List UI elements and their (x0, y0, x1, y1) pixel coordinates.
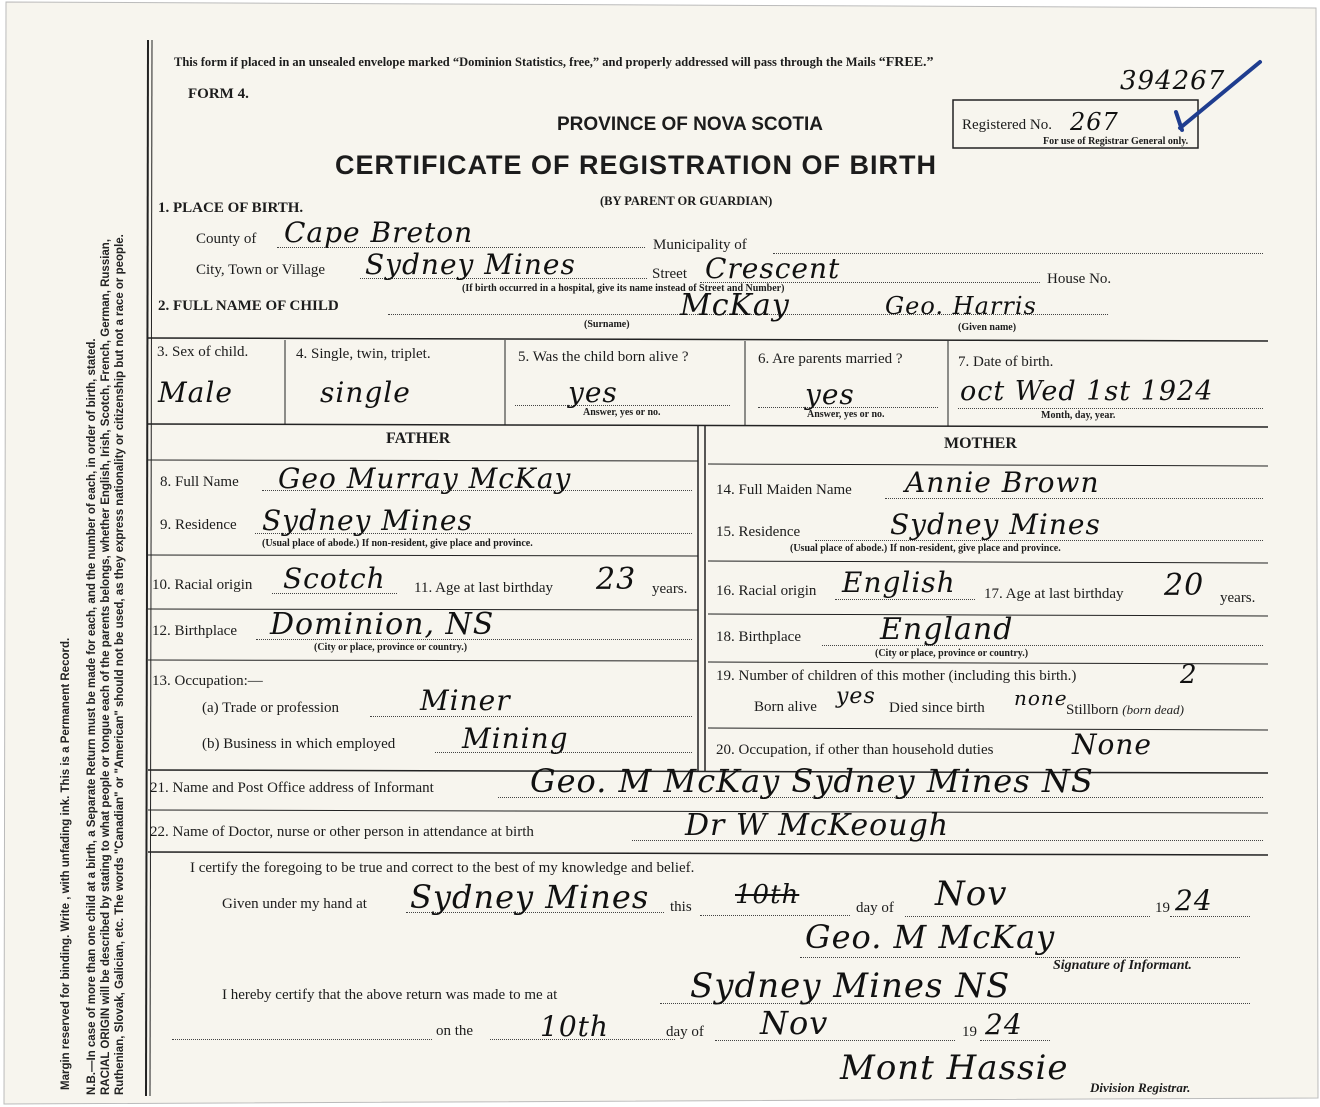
county-value: Cape Breton (284, 216, 474, 249)
born-alive-caption: Answer, yes or no. (583, 407, 661, 418)
certify-statement: I certify the foregoing to be true and correct to the best of my knowledge and belief. (190, 860, 695, 876)
married-label: 6. Are parents married ? (758, 351, 903, 367)
stillborn-caption: (born dead) (1122, 702, 1185, 717)
page-subtitle: (BY PARENT OR GUARDIAN) (600, 194, 773, 208)
county-label: County of (196, 231, 257, 247)
registrar-year: 24 (985, 1008, 1023, 1041)
registrar-day: 10th (540, 1010, 609, 1043)
registrar-year-prefix: 19 (962, 1024, 977, 1040)
registered-note: For use of Registrar General only. (1043, 136, 1189, 147)
child-given-name: Geo. Harris (885, 292, 1037, 320)
mail-note-text: This form if placed in an unsealed envelope marked “Dominion Statistics, free,” and properly addressed will pass through the Mails (174, 55, 876, 69)
given-at-place: Sydney Mines (410, 878, 650, 916)
municipality-label: Municipality of (653, 237, 747, 253)
stamp-number: 394267 (1120, 66, 1226, 96)
doctor-label: 22. Name of Doctor, nurse or other person in attendance at birth (150, 824, 534, 840)
died-label: Died since birth (889, 700, 985, 716)
this-line (700, 915, 850, 916)
children-count-label: 19. Number of children of this mother (including this birth.) (716, 668, 1077, 684)
died-value: none (1014, 686, 1068, 710)
father-age-value: 23 (596, 562, 637, 597)
hospital-note: (If birth occurred in a hospital, give its name instead of Street and Number) (462, 283, 785, 294)
born-alive-count-label: Born alive (754, 699, 817, 715)
registrar-place: Sydney Mines NS (690, 966, 1011, 1006)
mother-race-label: 16. Racial origin (716, 583, 817, 599)
father-residence-label: 9. Residence (160, 517, 237, 533)
mother-residence-caption: (Usual place of abode.) If non-resident, give place and province. (790, 543, 1061, 554)
father-race-label: 10. Racial origin (152, 577, 253, 593)
child-name-label: 2. FULL NAME OF CHILD (158, 298, 339, 314)
sex-value: Male (158, 376, 233, 409)
signature-caption: Signature of Informant. (1053, 958, 1192, 973)
born-alive-value: yes (568, 376, 618, 409)
registrar-month: Nov (760, 1004, 829, 1042)
dob-label: 7. Date of birth. (958, 354, 1054, 370)
registered-value: 267 (1070, 108, 1119, 136)
born-alive-count-value: yes (836, 684, 876, 709)
mother-occupation-label: 20. Occupation, if other than household duties (716, 742, 994, 758)
informant-value: Geo. M McKay Sydney Mines NS (530, 762, 1094, 800)
father-name-label: 8. Full Name (160, 474, 239, 490)
sex-label: 3. Sex of child. (157, 344, 249, 360)
mother-birthplace-value: England (880, 612, 1014, 647)
married-caption: Answer, yes or no. (807, 409, 885, 420)
mother-residence-value: Sydney Mines (890, 508, 1101, 541)
house-label: House No. (1047, 271, 1112, 287)
mother-birthplace-label: 18. Birthplace (716, 629, 801, 645)
registrar-day-of-label: day of (666, 1024, 704, 1040)
mail-note (174, 55, 934, 71)
father-residence-caption: (Usual place of abode.) If non-resident, give place and province. (262, 538, 533, 549)
form-number: FORM 4. (188, 86, 249, 102)
municipality-line (773, 253, 1263, 254)
father-age-label: 11. Age at last birthday (414, 580, 553, 596)
child-surname: McKay (680, 288, 790, 323)
registrar-month-line (715, 1040, 955, 1041)
given-name-caption: (Given name) (958, 322, 1017, 333)
dob-line (958, 408, 1263, 409)
mail-note-free: “FREE.” (878, 55, 934, 70)
married-value: yes (805, 378, 855, 411)
surname-caption: (Surname) (584, 319, 630, 330)
mother-race-value: English (842, 566, 956, 599)
place-heading: 1. PLACE OF BIRTH. (158, 200, 304, 216)
father-occupation-label: 13. Occupation:— (152, 673, 263, 689)
father-birthplace-caption: (City or place, province or country.) (314, 642, 468, 653)
mother-age-value: 20 (1164, 568, 1205, 603)
informant-signature: Geo. M McKay (805, 918, 1056, 956)
given-year-value: 24 (1175, 884, 1213, 917)
year-line (1170, 916, 1250, 917)
this-day-value: 10th (735, 880, 800, 910)
given-at-label: Given under my hand at (222, 896, 367, 912)
on-the-label: on the (436, 1023, 474, 1039)
city-label: City, Town or Village (196, 262, 326, 278)
day-of-label: day of (856, 900, 894, 916)
registrar-statement: I hereby certify that the above return was made to me at (222, 987, 558, 1003)
dob-value: oct Wed 1st 1924 (960, 376, 1214, 407)
dob-caption: Month, day, year. (1041, 410, 1116, 421)
margin-note-binding: Margin reserved for binding. Write , with unfading ink. This is a Permanent Record. (60, 637, 72, 1090)
father-race-value: Scotch (283, 562, 386, 595)
given-month: Nov (935, 874, 1008, 914)
page-title: CERTIFICATE OF REGISTRATION OF BIRTH (335, 150, 937, 180)
mother-race-line (835, 599, 975, 600)
province-heading: PROVINCE OF NOVA SCOTIA (557, 114, 824, 135)
born-alive-label: 5. Was the child born alive ? (518, 349, 689, 365)
father-name-value: Geo Murray McKay (278, 462, 572, 495)
business-value: Mining (462, 722, 569, 755)
mother-age-unit: years. (1220, 590, 1256, 606)
registrar-caption: Division Registrar. (1090, 1080, 1191, 1095)
stillborn-text: Stillborn (1066, 702, 1119, 718)
father-heading: FATHER (386, 430, 451, 447)
registrar-signature: Mont Hassie (840, 1048, 1069, 1088)
plurality-value: single (320, 376, 411, 409)
trade-line (370, 716, 692, 717)
mother-occupation-value: None (1072, 728, 1152, 761)
registered-label: Registered No. (962, 117, 1052, 133)
trade-value: Miner (420, 684, 511, 717)
informant-label: 21. Name and Post Office address of Informant (150, 780, 434, 796)
father-age-unit: years. (652, 581, 688, 597)
business-label: (b) Business in which employed (202, 736, 396, 752)
mother-name-value: Annie Brown (905, 466, 1100, 499)
plurality-label: 4. Single, twin, triplet. (296, 346, 431, 362)
month-line (905, 916, 1150, 917)
father-residence-value: Sydney Mines (262, 504, 473, 537)
stillborn-label (1066, 702, 1184, 719)
mother-birthplace-caption: (City or place, province or country.) (875, 648, 1029, 659)
father-birthplace-value: Dominion, NS (270, 607, 495, 642)
margin-note-racial-origin-cont: Ruthenian, Slovak, Galician, etc. The words "Canadian" or "American" should not be used, as they express nationality or citizenship but not a race or people. (114, 234, 126, 1095)
trade-label: (a) Trade or profession (202, 700, 340, 716)
street-label: Street (652, 266, 687, 282)
doctor-value: Dr W McKeough (685, 808, 950, 843)
margin-note-racial-origin: RACIAL ORIGIN will be described by stating to what people or tongue each of the parents belongs, whether English, Irish, Scotch, French, German, Russian, (100, 238, 112, 1095)
street-value: Crescent (705, 252, 841, 285)
mother-name-label: 14. Full Maiden Name (716, 482, 852, 498)
margin-note-multiple-births: N.B.—In case of more than one child at a birth, a Separate Return must be made for each, and the number of each, in order of birth, stated. (86, 338, 98, 1095)
father-birthplace-label: 12. Birthplace (152, 623, 237, 639)
registrar-year-line (980, 1040, 1050, 1041)
born-alive-line (515, 405, 730, 406)
this-label: this (670, 899, 692, 915)
given-year-prefix: 19 (1155, 900, 1170, 916)
registrar-blank-line (172, 1039, 432, 1040)
mother-residence-label: 15. Residence (716, 524, 801, 540)
children-count-value: 2 (1180, 660, 1198, 690)
mother-heading: MOTHER (944, 435, 1017, 452)
mother-age-label: 17. Age at last birthday (984, 586, 1124, 602)
city-value: Sydney Mines (365, 248, 576, 281)
